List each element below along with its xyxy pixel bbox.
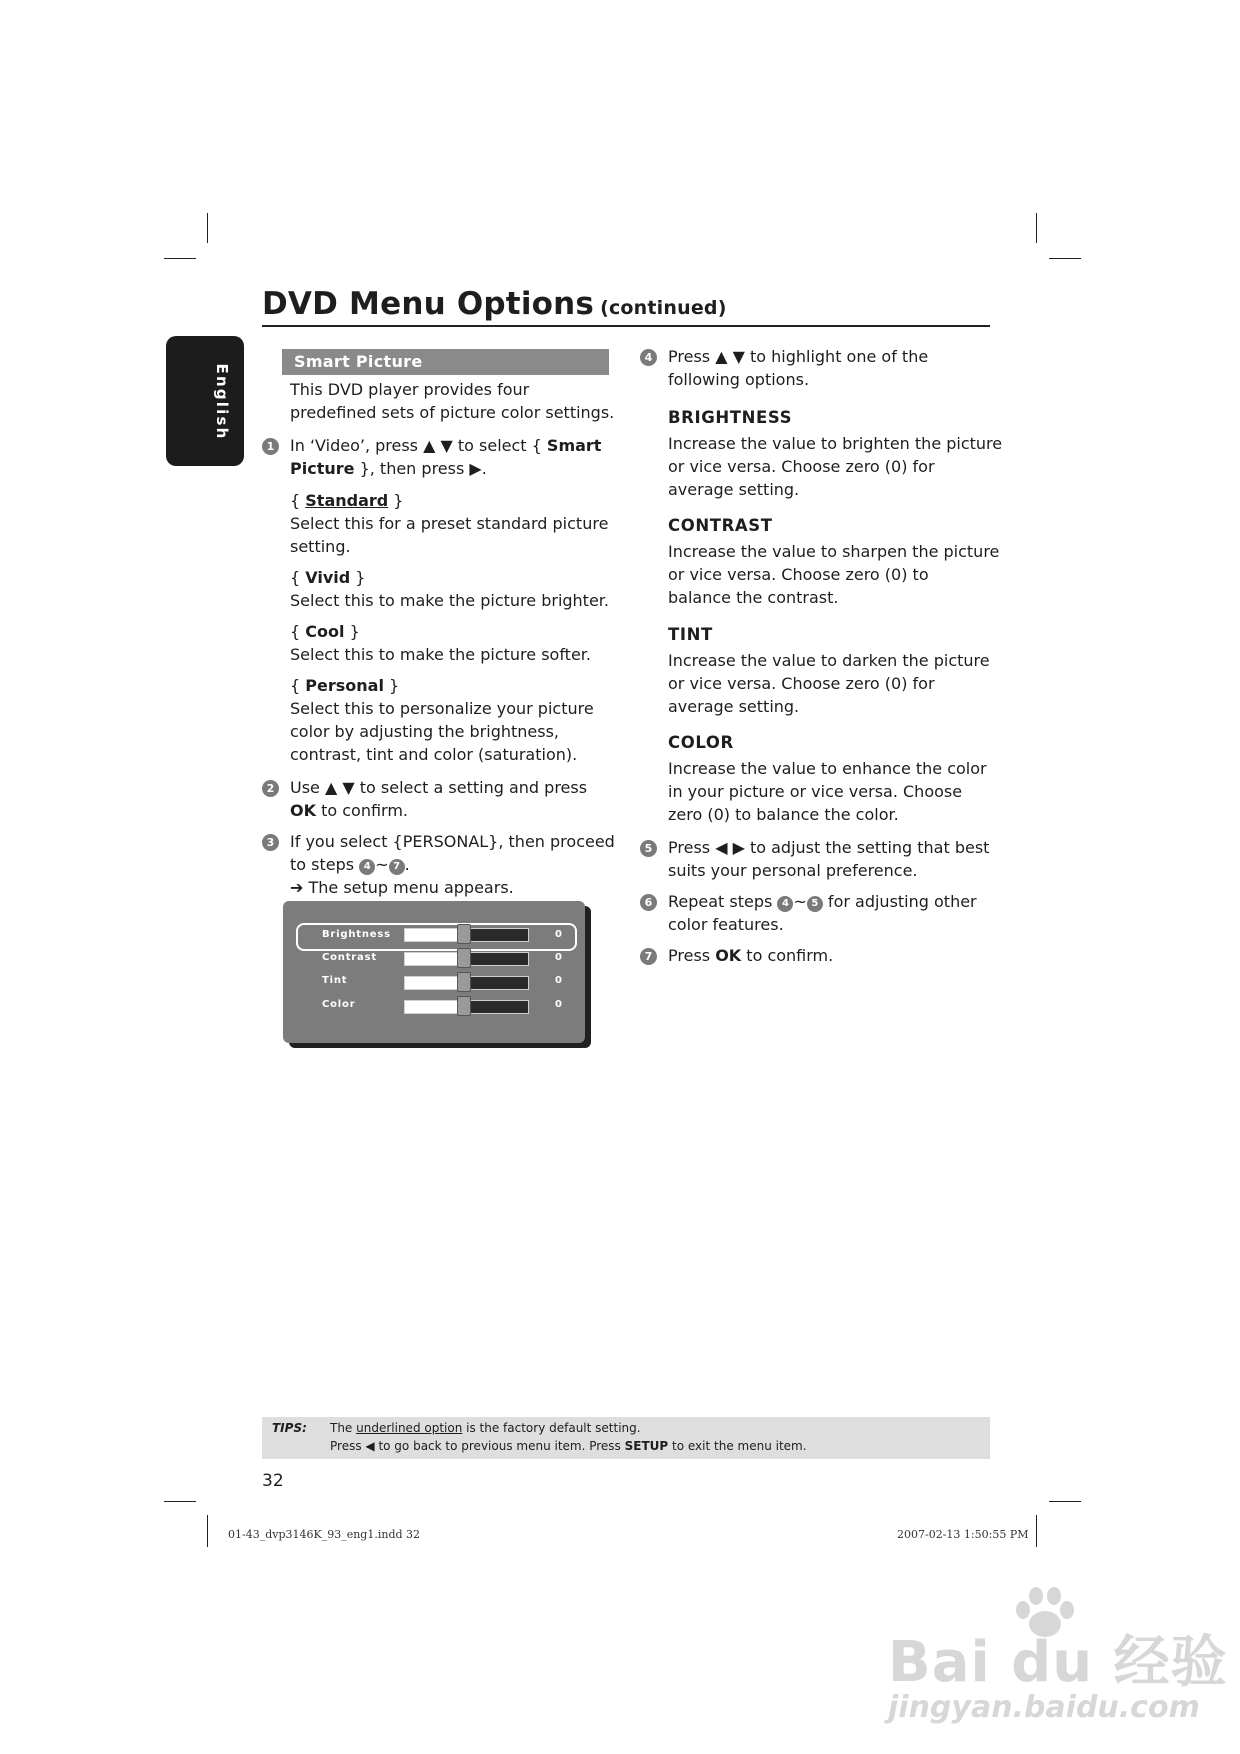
tips-text: The — [330, 1421, 357, 1435]
step-1-bold: Picture — [290, 459, 355, 478]
step-7-bold: OK — [715, 946, 742, 965]
step-3 — [290, 830, 615, 899]
step-number-5: 5 — [640, 840, 657, 857]
step-3-result: ➔ The setup menu appears. — [290, 878, 514, 897]
step-4-text: Press ▲ ▼ to highlight one of the — [668, 347, 929, 366]
step-1-bold: Smart — [546, 436, 602, 455]
step-7 — [668, 944, 833, 967]
option-personal-desc: color by adjusting the brightness, — [290, 722, 560, 741]
option-standard: { Standard } Select this for a preset standard picture setting. — [290, 491, 609, 556]
step-number-4: 4 — [640, 349, 657, 366]
menu-row-value: 0 — [555, 952, 562, 963]
desc-line: Increase the value to darken the picture — [668, 651, 990, 670]
option-personal: { Personal } Select this to personalize your picture color by adjusting the brightness, contrast, tint and color (saturation). — [290, 676, 594, 764]
page-title-text: DVD Menu Options — [262, 286, 595, 322]
step-2-bold: OK — [290, 801, 316, 820]
option-personal-desc: contrast, tint and color (saturation). — [290, 745, 578, 764]
menu-row-value: 0 — [555, 975, 562, 986]
menu-row-label: Brightness — [322, 929, 391, 940]
desc-line: Increase the value to sharpen the picture — [668, 542, 1000, 561]
page-number: 32 — [262, 1471, 284, 1491]
desc-line: in your picture or vice versa. Choose — [668, 782, 963, 801]
color-heading: COLOR — [668, 733, 734, 752]
step-2-text: to confirm. — [316, 801, 409, 820]
step-3-text: to steps — [290, 855, 360, 874]
tint-desc — [668, 649, 990, 718]
crop-mark — [164, 258, 196, 259]
tips-label: TIPS: — [272, 1421, 307, 1435]
menu-row-value: 0 — [555, 929, 562, 940]
tips-underlined: underlined option — [356, 1421, 463, 1435]
step-ref-number: 4 — [359, 859, 375, 875]
step-number-2: 2 — [262, 780, 279, 797]
step-3-text: . — [404, 855, 410, 874]
tips-text: is the factory default setting. — [462, 1421, 641, 1435]
desc-line: average setting. — [668, 697, 800, 716]
option-cool: { Cool } Select this to make the picture softer. — [290, 622, 591, 664]
section-heading-bar — [282, 349, 609, 375]
crop-mark — [1036, 213, 1037, 243]
desc-line: balance the contrast. — [668, 588, 839, 607]
tips-text: Press ◀ to go back to previous menu item. Press — [330, 1439, 625, 1453]
section-heading: Smart Picture — [294, 352, 423, 371]
step-ref-number: 4 — [777, 896, 793, 912]
menu-row-label: Color — [322, 999, 356, 1010]
tips-line-2 — [330, 1439, 807, 1453]
slider-knob — [457, 996, 471, 1016]
step-6 — [668, 890, 977, 936]
step-7-text: to confirm. — [741, 946, 834, 965]
step-6-text: color features. — [668, 915, 784, 934]
step-7-text: Press — [668, 946, 716, 965]
desc-line: or vice versa. Choose zero (0) to — [668, 565, 929, 584]
step-4 — [668, 345, 928, 391]
desc-line: or vice versa. Choose zero (0) for — [668, 674, 935, 693]
contrast-heading: CONTRAST — [668, 516, 773, 535]
watermark-main: Bai du 经验 — [888, 1630, 1228, 1695]
tips-text: to exit the menu item. — [668, 1439, 807, 1453]
step-6-text: Repeat steps — [668, 892, 778, 911]
desc-line: or vice versa. Choose zero (0) for — [668, 457, 935, 476]
brightness-desc — [668, 432, 1002, 501]
step-1 — [290, 434, 601, 480]
tint-heading: TINT — [668, 625, 713, 644]
option-personal-name: Personal — [305, 676, 384, 695]
step-4-text: following options. — [668, 370, 810, 389]
desc-line: Increase the value to enhance the color — [668, 759, 987, 778]
crop-mark — [1049, 258, 1081, 259]
desc-line: Increase the value to brighten the picture — [668, 434, 1003, 453]
step-number-6: 6 — [640, 894, 657, 911]
color-desc — [668, 757, 987, 826]
step-2-text: Use ▲ ▼ to select a setting and press — [290, 778, 588, 797]
step-1-text: In ‘Video’, press ▲ ▼ to select { — [290, 436, 547, 455]
tips-line-1 — [330, 1421, 641, 1435]
step-5-text: suits your personal preference. — [668, 861, 918, 880]
option-cool-desc: Select this to make the picture softer. — [290, 645, 591, 664]
step-5-text: Press ◀ ▶ to adjust the setting that best — [668, 838, 990, 857]
option-standard-desc: setting. — [290, 537, 351, 556]
footer-file: 01-43_dvp3146K_93_eng1.indd 32 — [228, 1528, 421, 1541]
step-number-3: 3 — [262, 834, 279, 851]
menu-row-value: 0 — [555, 999, 562, 1010]
step-ref-number: 5 — [807, 896, 823, 912]
option-vivid-desc: Select this to make the picture brighter. — [290, 591, 609, 610]
crop-mark — [164, 1501, 196, 1502]
menu-row-label: Contrast — [322, 952, 377, 963]
section-intro — [290, 378, 614, 424]
step-range-sep: ~ — [793, 892, 807, 911]
option-cool-name: Cool — [305, 622, 345, 641]
option-personal-desc: Select this to personalize your picture — [290, 699, 594, 718]
step-5 — [668, 836, 989, 882]
crop-mark — [207, 1515, 208, 1547]
desc-line: average setting. — [668, 480, 800, 499]
title-rule — [262, 325, 990, 327]
brightness-heading: BRIGHTNESS — [668, 408, 793, 427]
step-6-text: for adjusting other — [822, 892, 977, 911]
slider-knob — [457, 924, 471, 944]
step-2 — [290, 776, 587, 822]
step-3-text: If you select {PERSONAL}, then proceed — [290, 832, 615, 851]
menu-row-label: Tint — [322, 975, 348, 986]
step-range-sep: ~ — [375, 855, 389, 874]
watermark-sub: jingyan.baidu.com — [888, 1690, 1200, 1725]
step-number-7: 7 — [640, 948, 657, 965]
slider-knob — [457, 948, 471, 968]
option-vivid-name: Vivid — [305, 568, 351, 587]
page-title — [262, 286, 727, 322]
intro-line: This DVD player provides four — [290, 380, 530, 399]
page-title-suffix: (continued) — [600, 297, 727, 319]
language-tab-label: English — [213, 363, 231, 441]
footer-timestamp: 2007-02-13 1:50:55 PM — [897, 1528, 1029, 1541]
language-tab — [166, 336, 244, 466]
contrast-desc — [668, 540, 999, 609]
step-ref-number: 7 — [389, 859, 405, 875]
option-standard-desc: Select this for a preset standard picture — [290, 514, 609, 533]
tips-bold: SETUP — [624, 1439, 669, 1453]
crop-mark — [1049, 1501, 1081, 1502]
option-vivid: { Vivid } Select this to make the picture brighter. — [290, 568, 609, 610]
intro-line: predefined sets of picture color settings. — [290, 403, 615, 422]
desc-line: zero (0) to balance the color. — [668, 805, 899, 824]
option-standard-name: Standard — [305, 491, 389, 510]
slider-knob — [457, 972, 471, 992]
crop-mark — [207, 213, 208, 243]
step-1-text: }, then press ▶. — [354, 459, 487, 478]
crop-mark — [1036, 1515, 1037, 1547]
step-number-1: 1 — [262, 438, 279, 455]
